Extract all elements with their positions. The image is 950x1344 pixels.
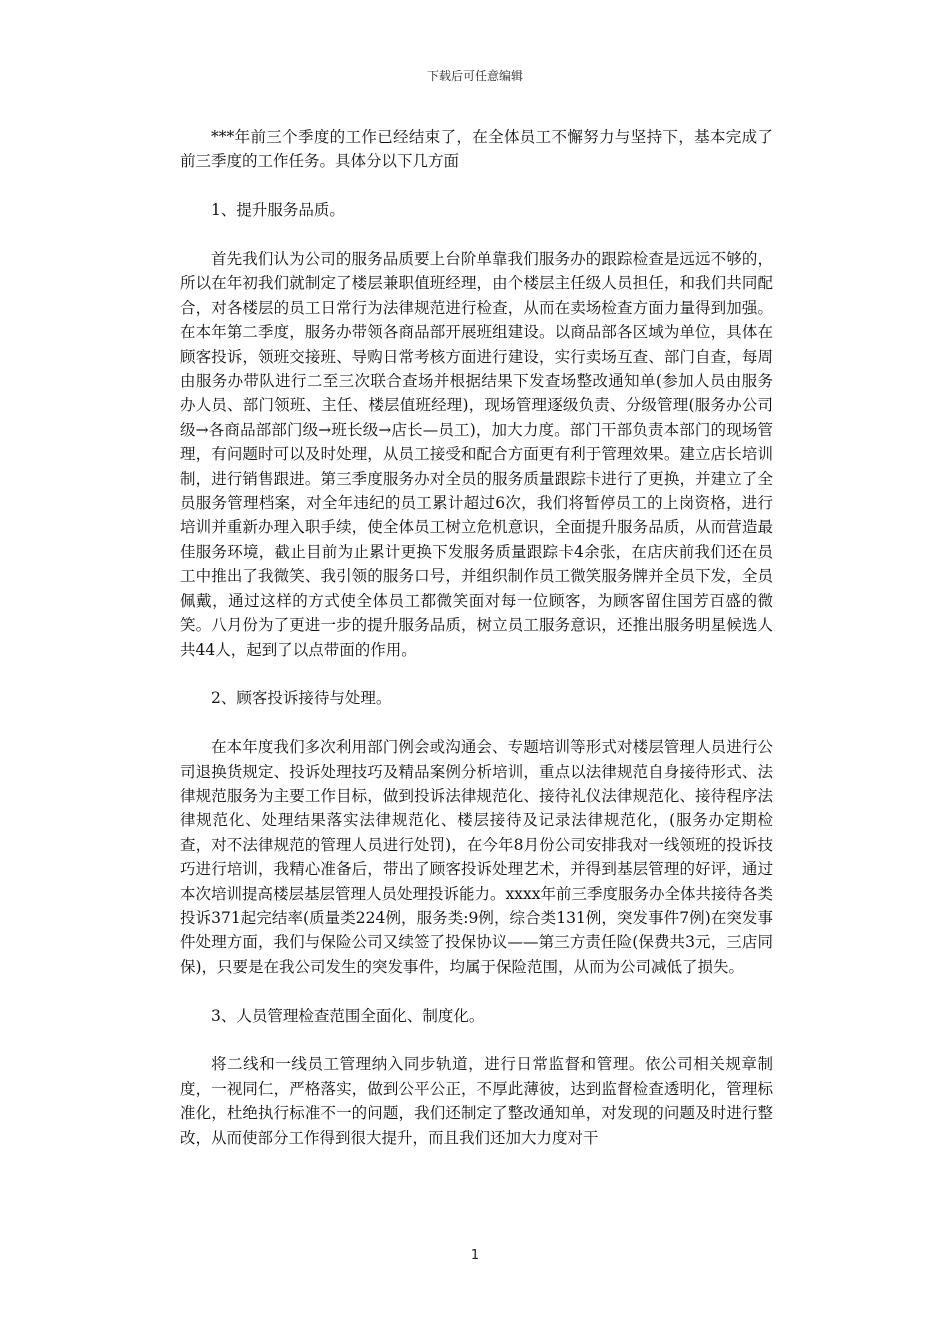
document-body <box>180 125 773 1150</box>
page-header-note: 下载后可任意编辑 <box>426 69 523 83</box>
paragraph-gap <box>180 711 773 735</box>
paragraph-gap <box>180 1028 773 1052</box>
paragraph-gap <box>180 979 773 1003</box>
section-body-complaints: 在本年度我们多次利用部门例会或沟通会、专题培训等形式对楼层管理人员进行公司退换货规定、投诉处理技巧及精品案例分析培训，重点以法律规范自身接待形式、法律规范服务为主要工作目标，做到投诉法律规范化、接待礼仪法律规范化、接待程序法律规范化、处理结果落实法律规范化、楼层接待及记录法律规范化，(服务办定期检查，对不法律规范的管理人员进行处罚)，在今年8月份公司安排我对一线领班的投诉技巧进行培训，我精心准备后，带出了顾客投诉处理艺术，并得到基层管理的好评，通过本次培训提高楼层基层管理人员处理投诉能力。xxxx年前三季度服务办全体共接待各类投诉371起完结率(质量类224例，服务类:9例，综合类131例，突发事件7例)在突发事件处理方面，我们与保险公司又续签了投保协议——第三方责任险(保费共3元，三店同保)，只要是在我公司发生的突发事件，均属于保险范围，从而为公司减低了损失。 <box>180 738 773 976</box>
paragraph-gap <box>180 223 773 247</box>
intro-paragraph: ***年前三个季度的工作已经结束了，在全体员工不懈努力与坚持下，基本完成了前三季度的工作任务。具体分以下几方面 <box>180 128 773 171</box>
section-heading-staff-management: 3、人员管理检查范围全面化、制度化。 <box>211 1006 485 1025</box>
page-number: 1 <box>470 1248 480 1263</box>
section-heading-complaints: 2、顾客投诉接待与处理。 <box>211 689 392 708</box>
section-heading-service-quality: 1、提升服务品质。 <box>211 201 345 220</box>
section-body-service-quality: 首先我们认为公司的服务品质要上台阶单靠我们服务办的跟踪检查是远远不够的，所以在年初我们就制定了楼层兼职值班经理，由个楼层主任级人员担任，和我们共同配合，对各楼层的员工日常行为法律规范进行检查，从而在卖场检查方面力量得到加强。在本年第二季度，服务办带领各商品部开展班组建设。以商品部各区域为单位，具体在顾客投诉，领班交接班、导购日常考核方面进行建设，实行卖场互查、部门自查，每周由服务办带队进行二至三次联合查场并根据结果下发查场整改通知单(参加人员由服务办人员、部门领班、主任、楼层值班经理)，现场管理逐级负责、分级管理(服务办公司级→各商品部部门级→班长级→店长—员工)，加大力度。部门干部负责本部门的现场管理，有问题时可以及时处理，从员工接受和配合方面更有利于管理效果。建立店长培训制，进行销售跟进。第三季度服务办对全员的服务质量跟踪卡进行了更换，并建立了全员服务管理档案，对全年违纪的员工累计超过6次，我们将暂停员工的上岗资格，进行培训并重新办理入职手续，使全体员工树立危机意识，全面提升服务品质，从而营造最佳服务环境，截止目前为止累计更换下发服务质量跟踪卡4余张，在店庆前我们还在员工中推出了我微笑、我引领的服务口号，并组织制作员工微笑服务牌并全员下发，全员佩戴，通过这样的方式使全体员工都微笑面对每一位顾客，为顾客留住国芳百盛的微笑。八月份为了更进一步的提升服务品质，树立员工服务意识，还推出服务明星候选人共44人，起到了以点带面的作用。 <box>180 250 773 659</box>
paragraph-gap <box>180 662 773 686</box>
paragraph-gap <box>180 174 773 198</box>
section-body-staff-management: 将二线和一线员工管理纳入同步轨道，进行日常监督和管理。依公司相关规章制度，一视同仁，严格落实，做到公平公正，不厚此薄彼，达到监督检查透明化，管理标准化，杜绝执行标准不一的问题，我们还制定了整改通知单，对发现的问题及时进行整改，从而使部分工作得到很大提升，而且我们还加大力度对干 <box>180 1055 773 1147</box>
